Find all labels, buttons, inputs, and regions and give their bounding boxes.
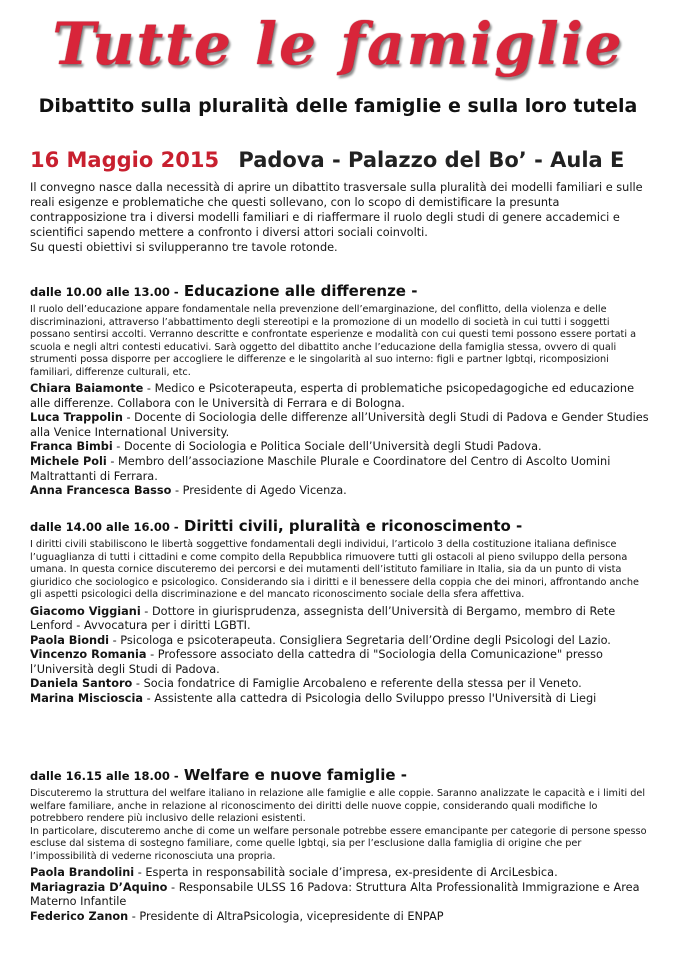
speaker-role: - Presidente di AltraPsicologia, vicepresidente di ENPAP	[128, 909, 444, 923]
session-time: dalle 16.15 alle 18.00 -	[30, 769, 179, 783]
session-description: I diritti civili stabiliscono le libertà soggettive fondamentali degli individui, l’articolo 3 della costituzione italiana definisce l’uguaglianza di tutti i cittadini e come compito della Repubblica rimuovere tutti gli ostacoli al pieno sviluppo della persona umana. In questa cornice discuteremo dei percorsi e dei mutamenti dell’istituto familiare in Italia, sia da un punto di vista giuridico che sociologico e psicologico. Considerando sia i diritti e il benessere della coppia che dei minori, affrontando anche gli aspetti psicologici della discriminazione e del mancato riconoscimento sociale della sfera affettiva.	[30, 539, 639, 600]
speaker-list	[30, 605, 650, 707]
session-education	[30, 281, 650, 499]
speaker-role: - Medico e Psicoterapeuta, esperta di problematiche psicopedagogiche ed educazione alle differenze. Collabora con le Università di Ferrara e di Bologna.	[30, 382, 635, 410]
session-title: Diritti civili, pluralità e riconoscimento -	[178, 517, 523, 535]
speaker-role: - Membro dell’associazione Maschile Plurale e Coordinatore del Centro di Ascolto Uomini Maltrattanti di Ferrara.	[30, 454, 611, 483]
speaker-role: - Docente di Sociologia delle differenze all’Università degli Studi di Padova e Gender Studies alla Venice International University.	[30, 411, 649, 439]
speaker-entry	[30, 440, 650, 455]
speaker-role: - Assistente alla cattedra di Psicologia dello Sviluppo presso l'Università di Liegi	[143, 692, 597, 706]
speaker-name: Vincenzo Romania	[30, 648, 147, 662]
session-description: Discuteremo la struttura del welfare italiano in relazione alle famiglie e alle coppie. Saranno analizzate le capacità e i limiti del welfare familiare, anche in relazione al riconoscimento dei diritti delle nuove coppie, considerando quali modifiche lo potrebbero rendere più inclusivo delle relazioni esistenti. In particolare, discuteremo anche di come un welfare personale potrebbe essere emancipante per categorie di persone spesso escluse dal sistema di sostegno familiare, come quelle lgbtqi, sia per l’esclusione dalla famiglia di origine che per l’impossibilità di vederne riconosciuta una propria.	[30, 788, 647, 862]
speaker-name: Franca Bimbi	[30, 440, 113, 454]
speaker-name: Paola Brandolini	[30, 866, 135, 879]
speaker-role: - Esperta in responsabilità sociale d’impresa, ex-presidente di ArciLesbica.	[134, 866, 558, 879]
speaker-role: - Professore associato della cattedra di "Sociologia della Comunicazione" presso l’Università degli Studi di Padova.	[30, 648, 603, 676]
speaker-list	[30, 382, 650, 499]
speaker-name: Daniela Santoro	[30, 677, 133, 691]
speaker-entry	[30, 382, 650, 411]
speaker-role: - Socia fondatrice di Famiglie Arcobaleno e referente della stessa per il Veneto.	[132, 677, 582, 691]
speaker-entry	[30, 881, 650, 910]
speaker-role: - Presidente di Agedo Vicenza.	[171, 484, 347, 498]
speaker-name: Michele Poli	[30, 454, 107, 468]
speaker-name: Paola Biondi	[30, 633, 110, 647]
speaker-entry	[30, 411, 650, 440]
session-civil-rights	[30, 516, 650, 707]
speaker-name: Chiara Baiamonte	[30, 382, 144, 395]
speaker-name: Anna Francesca Basso	[30, 484, 172, 498]
speaker-entry	[30, 648, 650, 677]
session-time: dalle 14.00 alle 16.00 -	[30, 520, 179, 534]
session-heading	[30, 765, 650, 784]
speaker-role: - Docente di Sociologia e Politica Sociale dell’Università degli Studi Padova.	[112, 440, 542, 454]
speaker-role: - Psicologa e psicoterapeuta. Consigliera Segretaria dell’Ordine degli Psicologi del Lazio.	[109, 633, 611, 647]
speaker-role: - Responsabile ULSS 16 Padova: Struttura Alta Professionalità Immigrazione e Area Materno Infantile	[30, 880, 640, 909]
poster-subtitle: Dibattito sulla pluralità delle famiglie e sulla loro tutela	[38, 95, 638, 117]
speaker-entry	[30, 455, 650, 484]
speaker-name: Mariagrazia D’Aquino	[30, 880, 168, 894]
speaker-name: Luca Trappolin	[30, 411, 123, 425]
speaker-entry	[30, 677, 650, 692]
event-location: Padova - Palazzo del Bo’ - Aula E	[238, 148, 625, 172]
session-heading	[30, 516, 650, 535]
speaker-role: - Dottore in giurisprudenza, assegnista dell’Università di Bergamo, membro di Rete Lenford - Avvocatura per i diritti LGBTI.	[30, 604, 616, 633]
session-title: Educazione alle differenze -	[178, 282, 418, 300]
session-description: Il ruolo dell’educazione appare fondamentale nella prevenzione dell’emarginazione, del conflitto, della violenza e delle discriminazioni, attraverso l’abbattimento degli stereotipi e la promozione di un modello di società in cui tutti i soggetti possano sentirsi accolti. Verranno descritte e confrontate esperienze e modalità con cui questi temi possono essere portati a scuola e negli altri contesti educativi. Sarà oggetto del dibattito anche l’educazione della famiglia stessa, ovvero di quali strumenti possa disporre per accogliere le differenze e le singolarità al suo interno: figli e partner lgbtqi, ricomposizioni familiari, differenze culturali, etc.	[30, 304, 637, 378]
session-time: dalle 10.00 alle 13.00 -	[30, 285, 179, 299]
speaker-name: Marina Miscioscia	[30, 692, 143, 706]
speaker-entry	[30, 484, 650, 499]
speaker-entry	[30, 605, 650, 634]
speaker-entry	[30, 910, 650, 925]
event-date: 16 Maggio 2015	[30, 148, 220, 172]
speaker-list	[30, 866, 650, 924]
speaker-entry	[30, 634, 650, 649]
speaker-name: Federico Zanon	[30, 909, 129, 923]
poster-title: Tutte le famiglie	[52, 10, 624, 78]
intro-text: Il convegno nasce dalla necessità di aprire un dibattito trasversale sulla pluralità dei modelli familiari e sulle reali esigenze e problematiche che questi sollevano, con lo scopo di demistificare la presunta contrapposizione tra i diversi modelli familiari e di riaffermare il ruolo degli studi di genere accademici e scientifici sapendo mettere a confronto i diversi attori sociali coinvolti. Su questi obiettivi si svilupperanno tre tavole rotonde.	[30, 181, 643, 254]
speaker-name: Giacomo Viggiani	[30, 604, 141, 618]
session-heading	[30, 281, 650, 300]
speaker-entry	[30, 692, 650, 707]
event-dateline	[30, 148, 660, 172]
session-title: Welfare e nuove famiglie -	[178, 766, 407, 784]
session-welfare	[30, 765, 650, 924]
speaker-entry	[30, 866, 650, 881]
